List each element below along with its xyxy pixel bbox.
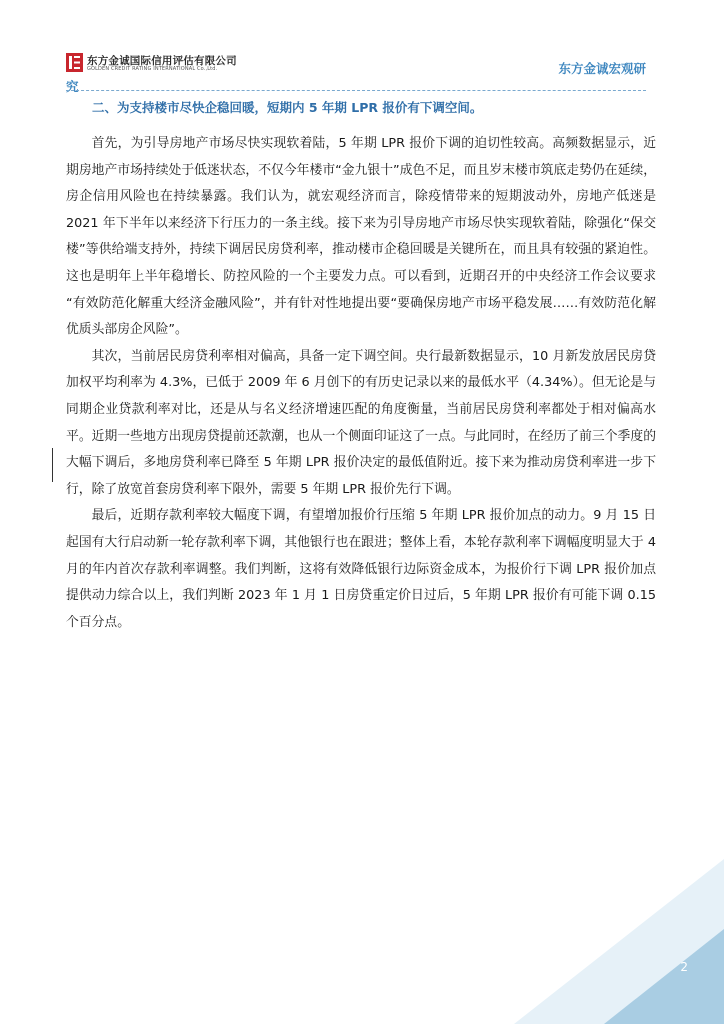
company-name-en: GOLDEN CREDIT RATING INTERNATIONAL Co.,Ltd.: [87, 66, 218, 72]
page-number: 2: [680, 960, 688, 974]
logo-emblem-icon: [66, 53, 83, 72]
report-series-title-wrap: 究: [66, 79, 79, 94]
paragraph-1: 首先，为引导房地产市场尽快实现软着陆，5 年期 LPR 报价下调的迫切性较高。高频数据显示，近期房地产市场持续处于低迷状态，不仅今年楼市“金九银十”成色不足，而且岁末楼市筑底走势仍在延续，房企信用风险也在持续暴露。我们认为，就宏观经济而言，除疫情带来的短期波动外，房地产低迷是 2021 年下半年以来经济下行压力的一条主线。接下来为引导房地产市场尽快实现软着陆，除强化“保交楼”等供给端支持外，持续下调居民房贷利率，推动楼市企稳回暖是关键所在，而且具有较强的紧迫性。这也是明年上半年稳增长、防控风险的一个主要发力点。可以看到，近期召开的中央经济工作会议要求 “有效防范化解重大经济金融风险”，并有针对性地提出要“要确保房地产市场平稳发展……有效防范化解优质头部房企风险”。: [66, 136, 656, 338]
company-name-cn: 东方金诚国际信用评估有限公司: [87, 55, 237, 67]
report-series-title: 东方金诚宏观研: [558, 61, 646, 76]
header-divider: [66, 90, 646, 91]
corner-decoration: [494, 859, 724, 1024]
paragraph-3: 最后，近期存款利率较大幅度下调，有望增加报价行压缩 5 年期 LPR 报价加点的动力。9 月 15 日起国有大行启动新一轮存款利率下调，其他银行也在跟进；整体上看，本轮存款利率下调幅度明显大于 4 月的年内首次存款利率调整。我们判断，这将有效降低银行边际资金成本，为报价行下调 LPR 报价加点提供动力综合以上，我们判断 2023 年 1 月 1 日房贷重定价日过后，5 年期 LPR 报价有可能下调 0.15 个百分点。: [66, 508, 656, 630]
margin-change-bar: [52, 448, 53, 482]
section-title: 二、为支持楼市尽快企稳回暖，短期内 5 年期 LPR 报价有下调空间。: [92, 100, 483, 115]
body-text: [66, 131, 656, 636]
paragraph-2: 其次，当前居民房贷利率相对偏高，具备一定下调空间。央行最新数据显示，10 月新发放居民房贷加权平均利率为 4.3%，已低于 2009 年 6 月创下的有历史记录以来的最低水平（4.34%）。但无论是与同期企业贷款利率对比，还是从与名义经济增速匹配的角度衡量，当前居民房贷利率都处于相对偏高水平。近期一些地方出现房贷提前还款潮，也从一个侧面印证这了一点。与此同时，在经历了前三个季度的大幅下调后，多地房贷利率已降至 5 年期 LPR 报价决定的最低值附近。接下来为推动房贷利率进一步下行，除了放宽首套房贷利率下限外，需要 5 年期 LPR 报价先行下调。: [66, 348, 656, 497]
company-logo: [66, 51, 256, 75]
